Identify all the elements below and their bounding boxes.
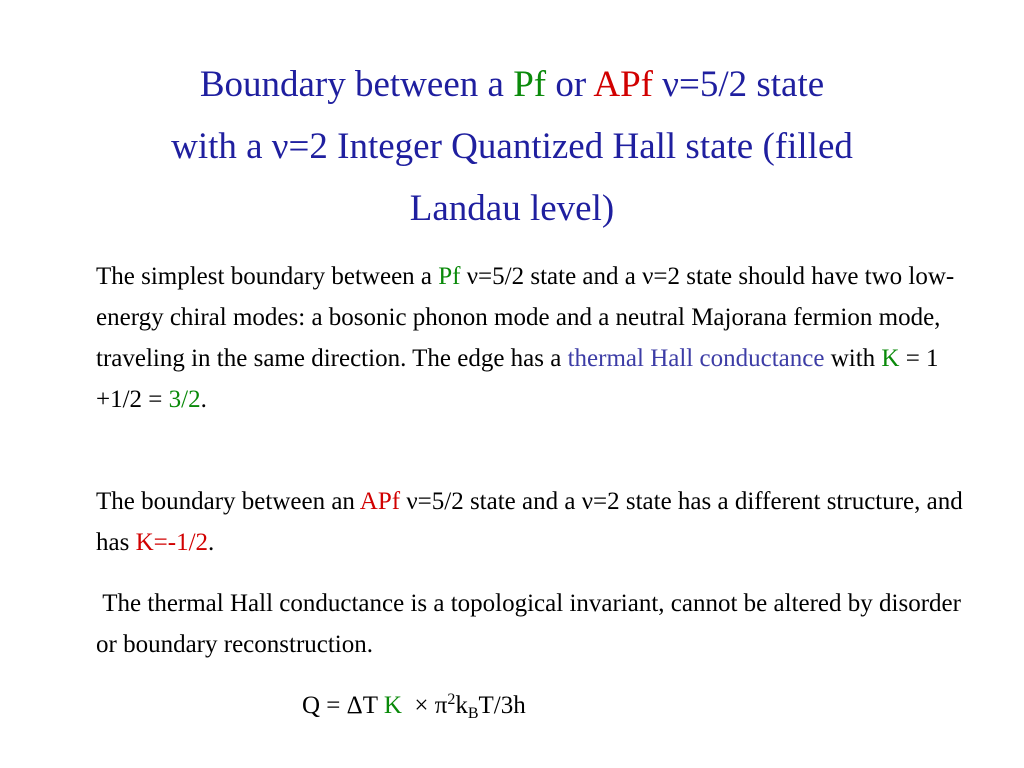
- p1-text-1: The simplest boundary between a: [96, 263, 439, 290]
- formula-times-pi: × π: [401, 692, 448, 719]
- title-nu-state: ν=5/2 state: [653, 64, 825, 105]
- title-line-2: with a ν=2 Integer Quantized Hall state (filled: [171, 126, 853, 167]
- title-line-1: [40, 54, 984, 116]
- title-pf: Pf: [513, 64, 547, 105]
- p2-K: K: [135, 529, 154, 556]
- title-or: or: [546, 64, 594, 105]
- p1-text-3: with: [824, 345, 882, 372]
- heat-current-formula: [302, 688, 526, 724]
- title-apf: APf: [593, 64, 653, 105]
- p2-text-2: ν=5/2 state and a ν=2 state has a different structure, and has: [96, 488, 963, 556]
- formula-squared: 2: [447, 691, 456, 708]
- title-line-3: Landau level): [409, 188, 615, 229]
- formula-lhs: Q = ΔT: [302, 692, 384, 719]
- p2-period: .: [208, 529, 215, 556]
- p1-pf: Pf: [438, 263, 461, 290]
- formula-k: k: [455, 692, 468, 719]
- p1-text-2: ν=5/2 state and a ν=2 state should have two low-energy chiral modes: a bosonic phonon mode and a neutral Majorana fermion mode, traveling in the same direction. The edge has a: [96, 263, 955, 372]
- p1-period: .: [200, 386, 207, 413]
- p2-K-value: -1/2: [167, 529, 209, 556]
- formula-K: K: [383, 692, 402, 719]
- paragraph-apf-boundary: [96, 481, 986, 563]
- paragraph-topological-invariant: The thermal Hall conductance is a topological invariant, cannot be altered by disorder or boundary reconstruction.: [96, 590, 968, 658]
- slide-title: [40, 54, 984, 240]
- p2-text-1: The boundary between an: [96, 488, 360, 515]
- p1-thermal-hall-conductance: thermal Hall conductance: [567, 345, 825, 372]
- formula-rest: T/3h: [478, 692, 526, 719]
- p1-K: K: [881, 345, 900, 372]
- paragraph-pf-boundary: [96, 256, 986, 420]
- title-text: Boundary between a: [199, 64, 514, 105]
- p1-text-4: = 1 +1/2 =: [96, 345, 939, 413]
- p1-K-value: 3/2: [168, 386, 201, 413]
- p2-equals: =: [153, 529, 168, 556]
- formula-sub-B: B: [467, 705, 479, 722]
- p2-apf: APf: [359, 488, 401, 515]
